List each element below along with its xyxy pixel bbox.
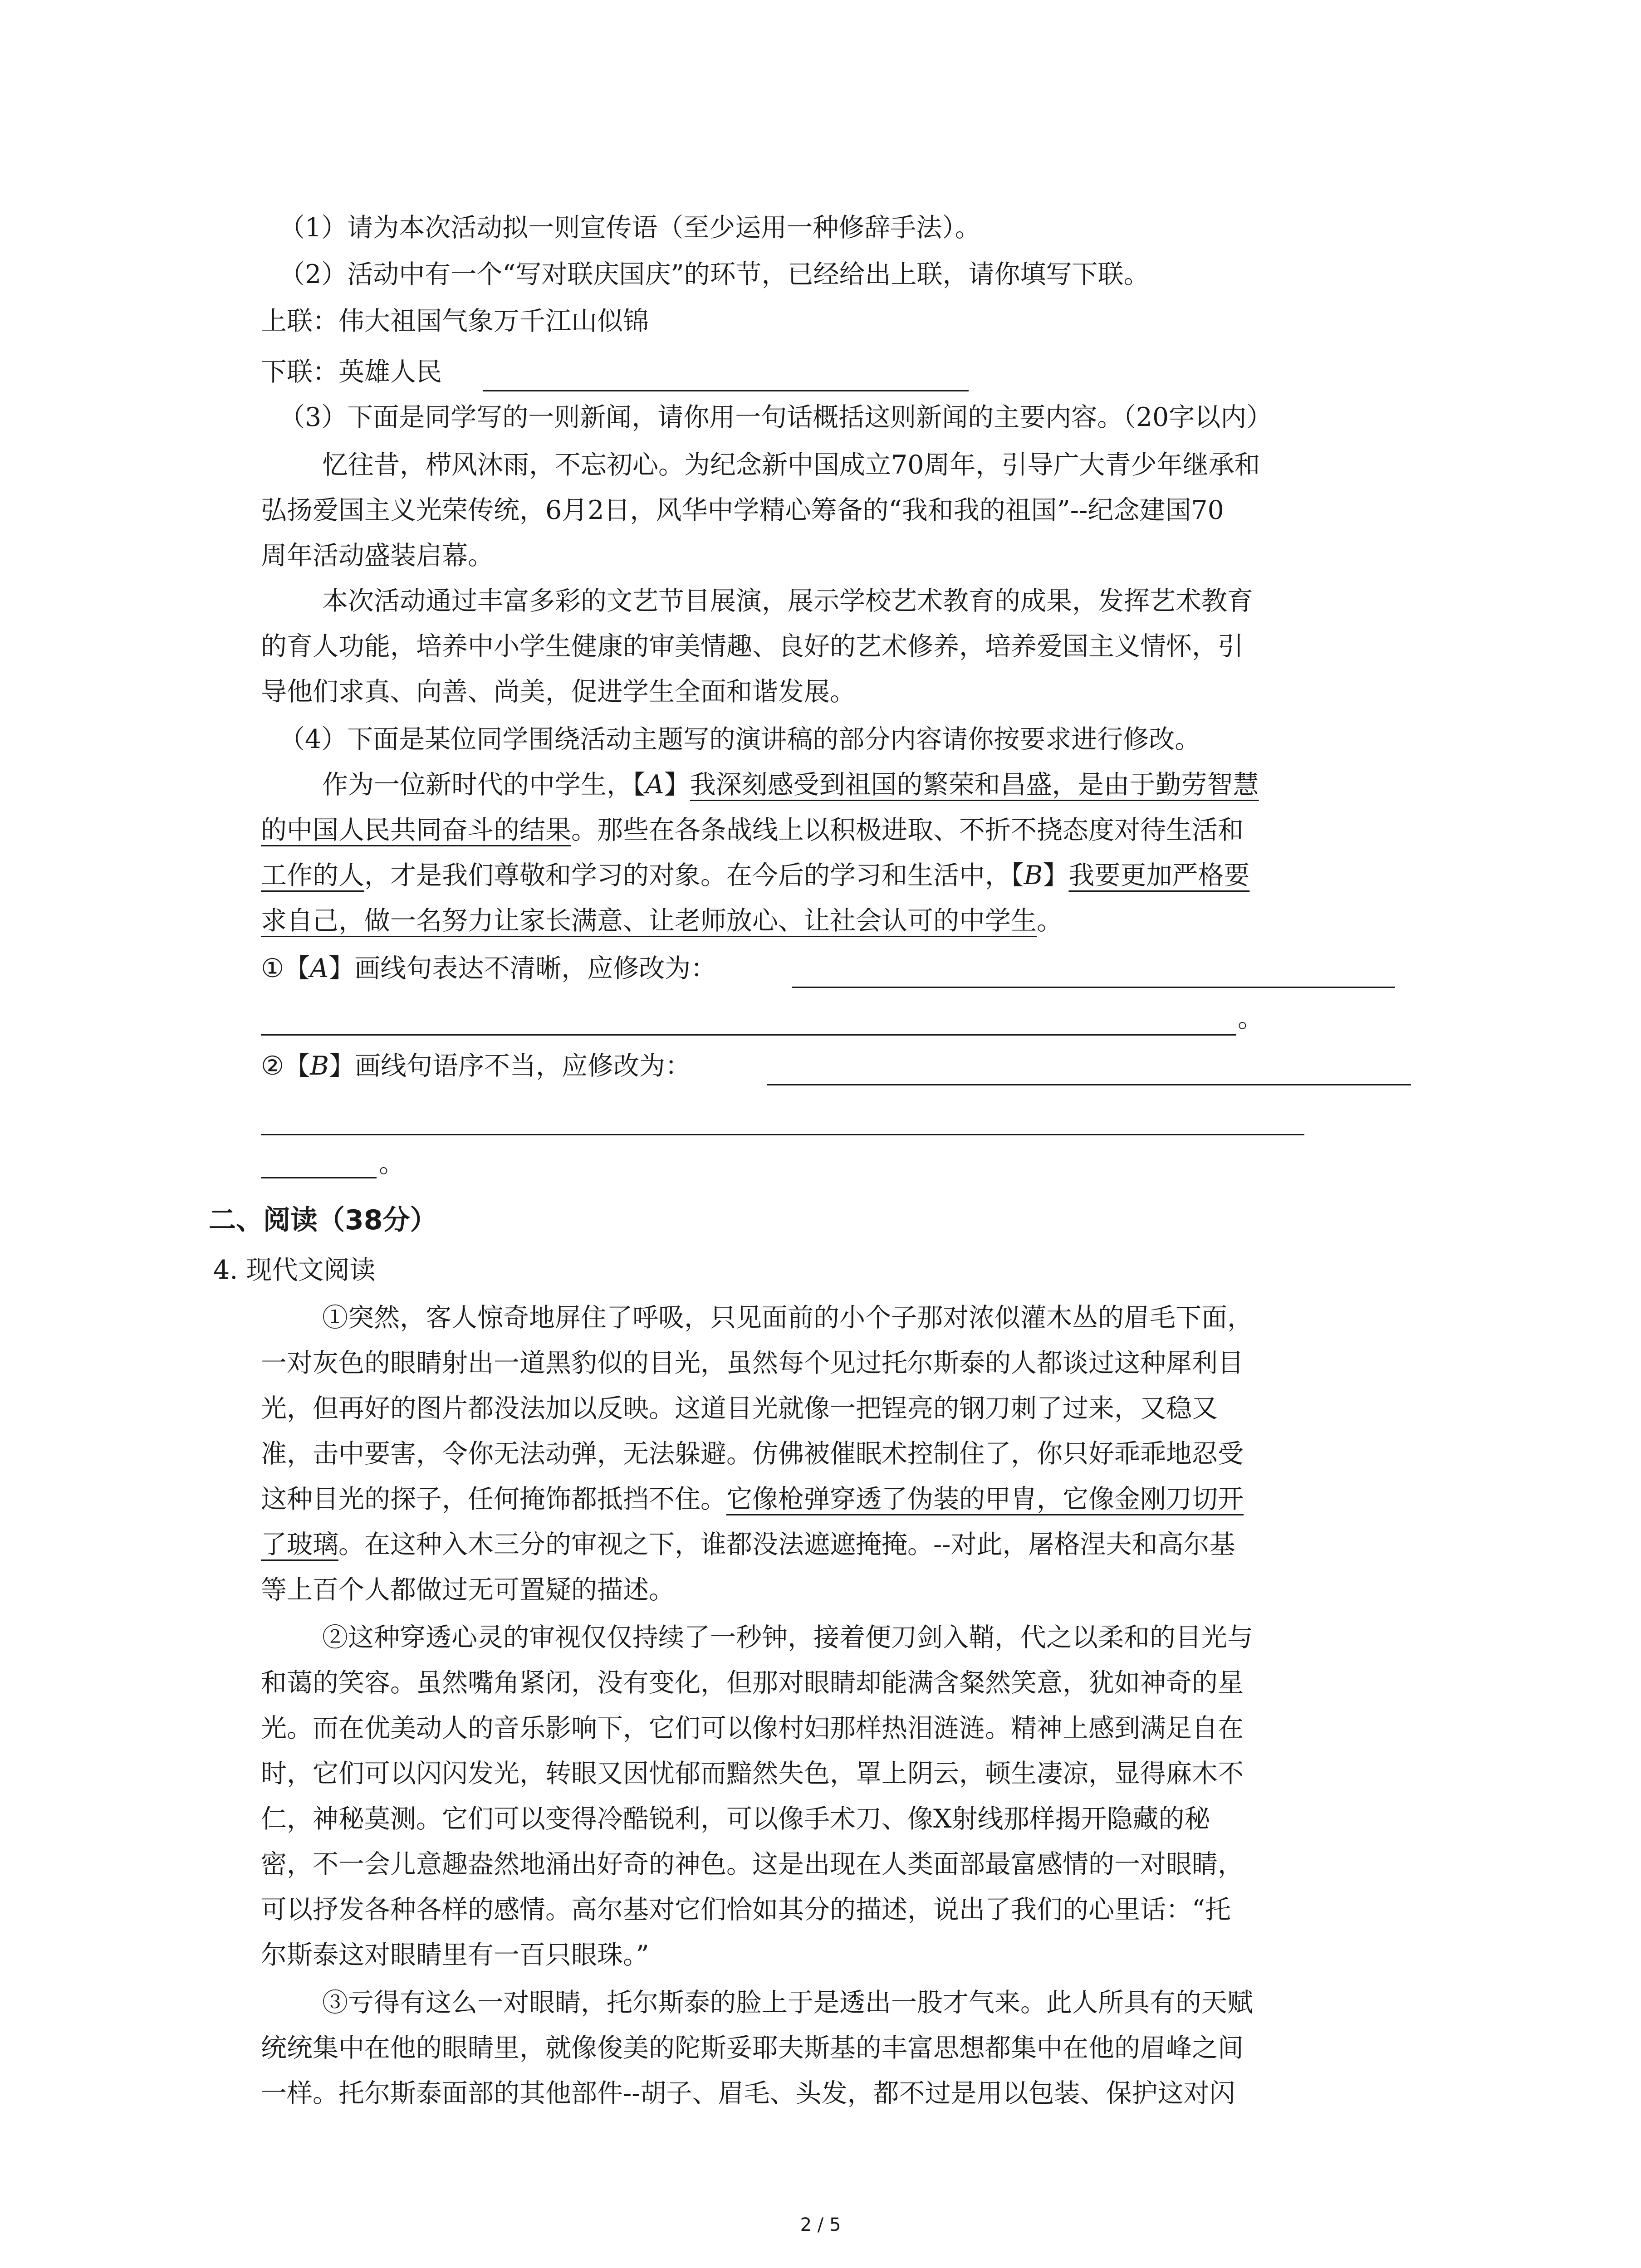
news-line-3: 周年活动盛装启幕。 [261,541,494,571]
p2-line-5: 仁，神秘莫测。它们可以变得冷酷锐利，可以像手术刀、像X射线那样揭开隐藏的秘 [261,1804,1210,1834]
speech-text: 作为一位新时代的中学生，【 [322,770,646,800]
marker-b: B [310,1051,329,1081]
sub-question-2 [261,1048,691,1084]
news-line-5: 的育人功能，培养中小学生健康的审美情趣、良好的艺术修养，培养爱国主义情怀，引 [261,631,1244,661]
answer-blank-2b[interactable] [261,1134,1304,1135]
p2-line-6: 密，不一会儿意趣盎然地涌出好奇的神色。这是出现在人类面部最富感情的一对眼睛， [261,1849,1244,1879]
answer-blank-1a[interactable] [792,987,1395,988]
question-3: （3）下面是同学写的一则新闻，请你用一句话概括这则新闻的主要内容。（20字以内） [279,402,1273,432]
speech-text: 】 [1043,860,1069,890]
question-4: （4）下面是某位同学围绕活动主题写的演讲稿的部分内容请你按要求进行修改。 [279,724,1201,754]
underlined-sentence: 了玻璃 [261,1530,338,1559]
speech-text: 。 [1037,906,1063,936]
p3-line-1: ③亏得有这么一对眼睛，托尔斯泰的脸上于是透出一股才气来。此人所具有的天赋 [322,1988,1253,2018]
paragraph-text: 。在这种入木三分的审视之下，谁都没法遮遮掩掩。--对此，屠格涅夫和高尔基 [338,1530,1235,1559]
marker-b: B [1024,860,1043,890]
p1-line-7: 等上百个人都做过无可置疑的描述。 [261,1575,675,1605]
p1-line-5 [261,1481,1244,1517]
underlined-sentence: 它像枪弹穿透了伪装的甲胄，它像金刚刀切开 [726,1484,1244,1514]
speech-line-4 [261,903,1063,939]
item-title: 4. 现代文阅读 [213,1255,376,1285]
news-line-6: 导他们求真、向善、尚美，促进学生全面和谐发展。 [261,677,856,707]
p3-line-3: 一样。托尔斯泰面部的其他部件--胡子、眉毛、头发，都不过是用以包装、保护这对闪 [261,2078,1235,2108]
underlined-sentence-b: 求自己，做一名努力让家长满意、让老师放心、让社会认可的中学生 [261,906,1037,936]
sub-question-text: 】画线句语序不当，应修改为： [329,1051,691,1081]
p2-line-1: ②这种穿透心灵的审视仅仅持续了一秒钟，接着便刀剑入鞘，代之以柔和的目光与 [322,1623,1253,1652]
p1-line-1: ①突然，客人惊奇地屏住了呼吸，只见面前的小个子那对浓似灌木丛的眉毛下面， [322,1303,1253,1333]
speech-line-1 [322,767,1259,803]
news-line-2: 弘扬爱国主义光荣传统，6月2日，风华中学精心筹备的“我和我的祖国”--纪念建国70 [261,495,1224,525]
couplet-lower-blank[interactable] [483,390,969,391]
sub-question-text: ①【 [261,953,310,983]
sub-question-1 [261,950,716,987]
couplet-upper: 上联：伟大祖国气象万千江山似锦 [261,306,649,336]
sub-question-text: ②【 [261,1051,310,1081]
underlined-sentence-a: 我深刻感受到祖国的繁荣和昌盛，是由于勤劳智慧 [690,770,1259,800]
speech-line-2 [261,812,1244,848]
underlined-sentence-a: 的中国人民共同奋斗的结果 [261,815,571,845]
answer-blank-2c[interactable] [261,1177,377,1178]
section-heading: 二、阅读（38分） [209,1204,437,1236]
speech-line-3 [261,857,1249,894]
sub-question-text: 】画线句表达不清晰，应修改为： [328,953,717,983]
answer-blank-1b[interactable] [261,1034,1236,1036]
speech-text: 。那些在各条战线上以积极进取、不折不挠态度对待生活和 [571,815,1244,845]
p3-line-2: 统统集中在他的眼睛里，就像俊美的陀斯妥耶夫斯基的丰富思想都集中在他的眉峰之间 [261,2033,1244,2063]
paragraph-text: 这种目光的探子，任何掩饰都抵挡不住。 [261,1484,726,1514]
underlined-phrase: 工作的人 [261,860,364,890]
page-number: 2 / 5 [800,2214,841,2235]
answer-blank-2a[interactable] [767,1084,1411,1085]
p1-line-6 [261,1526,1235,1563]
p2-line-2: 和蔼的笑容。虽然嘴角紧闭，没有变化，但那对眼睛却能满含粲然笑意，犹如神奇的星 [261,1668,1244,1698]
marker-a: A [645,770,664,800]
p2-line-7: 可以抒发各种各样的感情。高尔基对它们恰如其分的描述，说出了我们的心里话：“托 [261,1895,1231,1925]
period: 。 [1238,1003,1264,1033]
p1-line-3: 光，但再好的图片都没法加以反映。这道目光就像一把锃亮的钢刀刺了过来，又稳又 [261,1393,1218,1423]
p2-line-3: 光。而在优美动人的音乐影响下，它们可以像村妇那样热泪涟涟。精神上感到满足自在 [261,1713,1244,1743]
question-1: （1）请为本次活动拟一则宣传语（至少运用一种修辞手法）。 [279,213,981,243]
period: 。 [379,1149,405,1178]
marker-a: A [310,953,329,983]
p1-line-2: 一对灰色的眼睛射出一道黑豹似的目光，虽然每个见过托尔斯泰的人都谈过这种犀利目 [261,1348,1244,1378]
p2-line-4: 时，它们可以闪闪发光，转眼又因忧郁而黯然失色，罩上阴云，顿生凄凉，显得麻木不 [261,1759,1244,1789]
p1-line-4: 准，击中要害，令你无法动弹，无法躲避。仿佛被催眠术控制住了，你只好乖乖地忍受 [261,1439,1244,1469]
news-line-1: 忆往昔，栉风沐雨，不忘初心。为纪念新中国成立70周年，引导广大青少年继承和 [322,450,1260,480]
underlined-sentence-b: 我要更加严格要 [1068,860,1250,890]
couplet-lower-label: 下联：英雄人民 [261,357,442,387]
speech-text: 】 [664,770,690,800]
news-line-4: 本次活动通过丰富多彩的文艺节目展演，展示学校艺术教育的成果，发挥艺术教育 [322,586,1253,616]
p2-line-8: 尔斯泰这对眼睛里有一百只眼珠。” [261,1940,649,1970]
speech-text: ，才是我们尊敬和学习的对象。在今后的学习和生活中，【 [364,860,1024,890]
question-2: （2）活动中有一个“写对联庆国庆”的环节，已经给出上联，请你填写下联。 [279,259,1150,289]
